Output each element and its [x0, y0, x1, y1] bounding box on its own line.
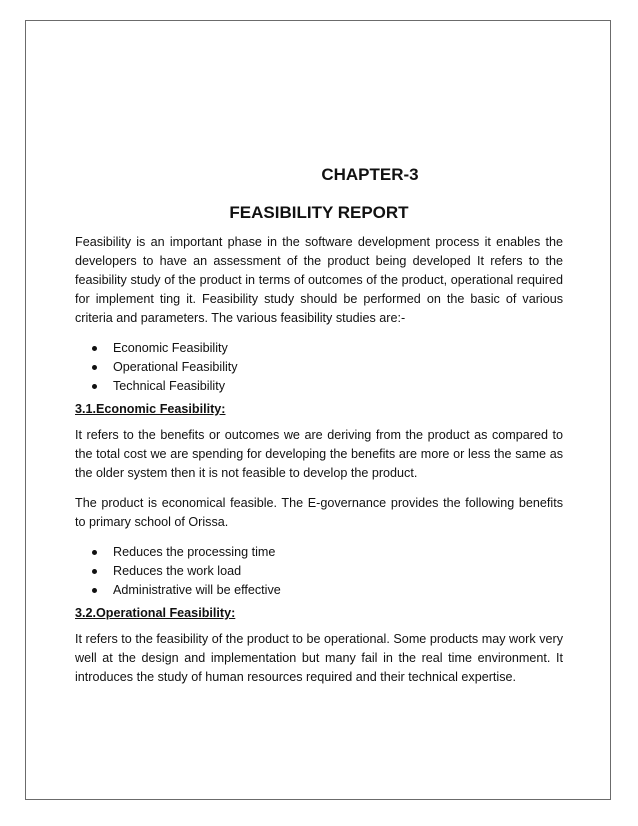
bullet-icon [92, 569, 97, 574]
bullet-icon [92, 588, 97, 593]
bullet-icon [92, 384, 97, 389]
economic-section-heading: 3.1.Economic Feasibility: [75, 402, 226, 416]
operational-paragraph-1: It refers to the feasibility of the product to be operational. Some products may work very well at the design and implementation but many fail in the real time environment. It introduces the study of human resources required and their technical expertise. [75, 632, 563, 684]
list-item [75, 339, 563, 358]
list-item-label: Technical Feasibility [113, 379, 225, 393]
list-item-label: Operational Feasibility [113, 360, 238, 374]
list-item-label: Reduces the processing time [113, 545, 276, 559]
economic-paragraph-2: The product is economical feasible. The E-governance provides the following benefits to primary school of Orissa. [75, 496, 563, 529]
list-item [75, 377, 563, 396]
bullet-icon [92, 550, 97, 555]
list-item-label: Reduces the work load [113, 564, 242, 578]
chapter-title: CHAPTER-3 [321, 165, 419, 184]
intro-paragraph: Feasibility is an important phase in the software development process it enables the developers to have an assessment of the product being developed It refers to the feasibility study of the product in terms of outcomes of the product, operational required for implement ting it. Feasibility study should be performed on the basic of various criteria and parameters. The various feasibility studies are:- [75, 235, 563, 325]
list-item [75, 562, 563, 581]
bullet-icon [92, 365, 97, 370]
list-item [75, 581, 563, 600]
list-item-label: Economic Feasibility [113, 341, 228, 355]
economic-benefits-list [75, 543, 563, 600]
economic-paragraph-1: It refers to the benefits or outcomes we are deriving from the product as compared to the total cost we are spending for developing the benefits are more or less the same as the older system then it is not feasible to develop the product. [75, 428, 563, 480]
document-content [75, 165, 563, 698]
bullet-icon [92, 346, 97, 351]
list-item [75, 543, 563, 562]
list-item-label: Administrative will be effective [113, 583, 281, 597]
feasibility-types-list [75, 339, 563, 396]
list-item [75, 358, 563, 377]
report-title: FEASIBILITY REPORT [229, 203, 409, 222]
operational-section-heading: 3.2.Operational Feasibility: [75, 606, 236, 620]
